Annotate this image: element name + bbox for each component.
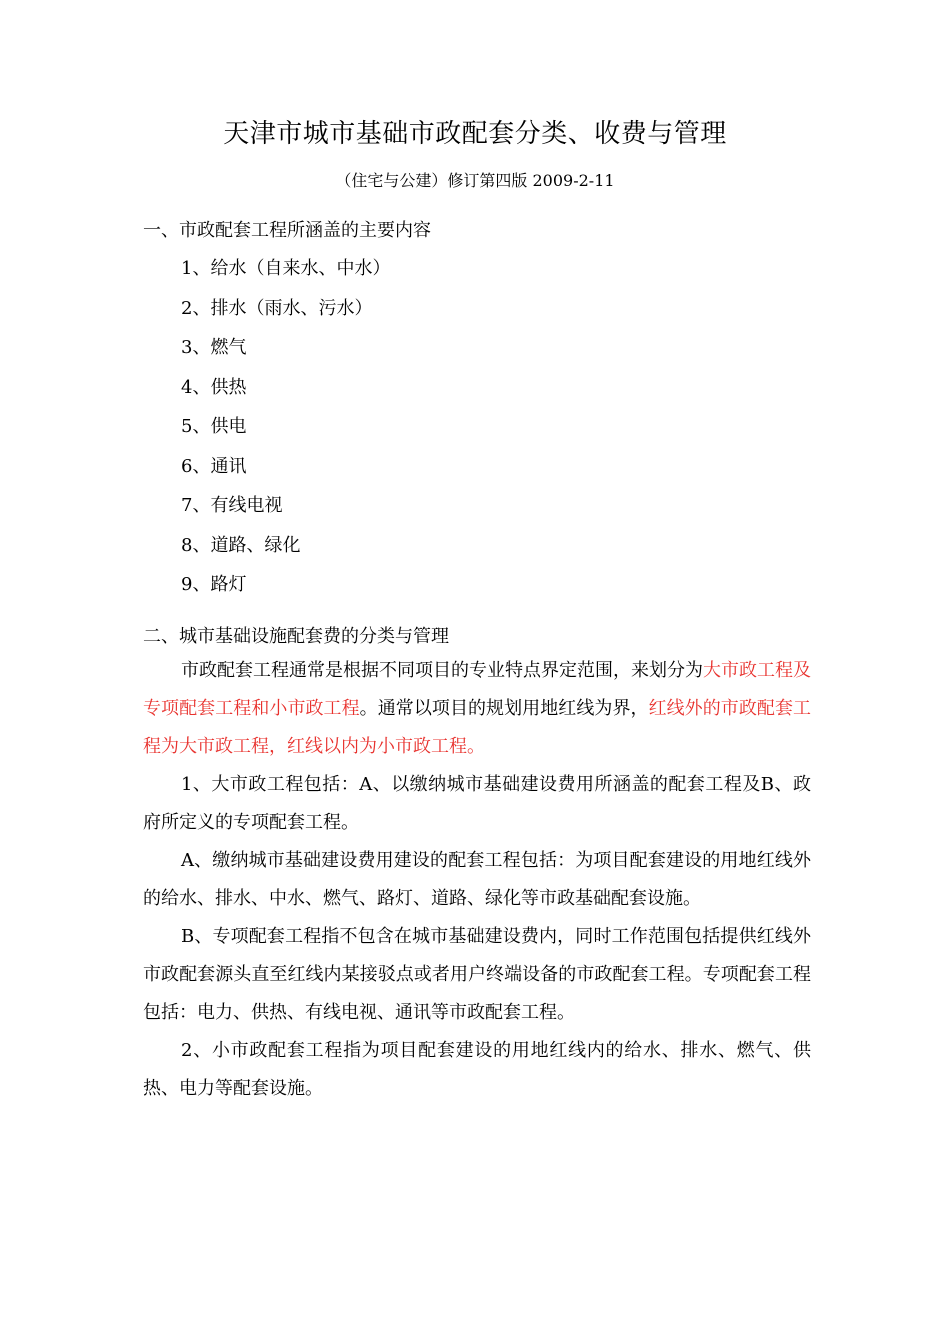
list-item: 4、供热 [181,376,247,398]
intro-text-2: 。通常以项目的规划用地红线为界， [359,698,649,719]
document-subtitle: （住宅与公建）修订第四版 2009-2-11 [335,171,615,190]
intro-text-1: 市政配套工程通常是根据不同项目的专业特点界定范围，来划分为 [181,660,703,681]
list-item: 7、有线电视 [181,495,283,516]
list-item: 3、燃气 [181,337,247,358]
list-item: 5、供电 [181,416,247,437]
paragraph-large-municipal: 1、大市政工程包括：A、以缴纳城市基础建设费用所涵盖的配套工程及B、政府所定义的专项配套工程。 [143,774,811,833]
paragraph-b: B、专项配套工程指不包含在城市基础建设费内，同时工作范围包括提供红线外市政配套源头直至红线内某接驳点或者用户终端设备的市政配套工程。专项配套工程包括：电力、供热、有线电视、通讯等市政配套工程。 [143,926,811,1023]
list-item: 1、给水（自来水、中水） [181,258,391,279]
list-item: 9、路灯 [181,574,247,595]
list-item: 2、排水（雨水、污水） [181,297,373,319]
paragraph-a: A、缴纳城市基础建设费用建设的配套工程包括：为项目配套建设的用地红线外的给水、排水、中水、燃气、路灯、道路、绿化等市政基础配套设施。 [143,850,811,909]
section-2-heading: 二、城市基础设施配套费的分类与管理 [143,626,449,647]
section-1-heading: 一、市政配套工程所涵盖的主要内容 [143,220,431,241]
paragraph-small-municipal: 2、小市政配套工程指为项目配套建设的用地红线内的给水、排水、燃气、供热、电力等配套设施。 [143,1040,811,1099]
list-item: 6、通讯 [181,455,247,477]
intro-paragraph [143,652,811,766]
document-title: 天津市城市基础市政配套分类、收费与管理 [223,119,727,149]
list-item: 8、道路、绿化 [181,534,301,556]
intro-highlight-2: 红线外的市政配套工程为大市政工程，红线以内为小市政工程。 [143,698,812,757]
content-list [181,258,390,614]
intro-highlight-1: 大市政工程及专项配套工程和小市政工程 [143,660,811,719]
